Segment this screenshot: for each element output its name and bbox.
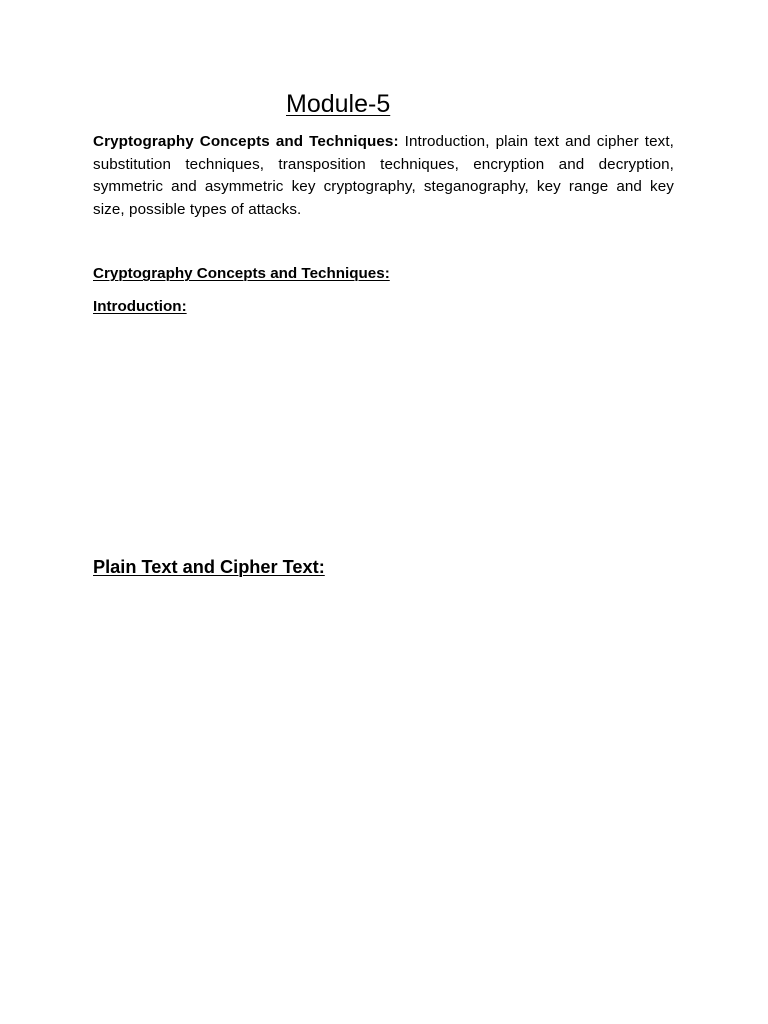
concepts-heading: Cryptography Concepts and Techniques: [93,265,390,282]
introduction-heading: Introduction: [93,298,187,315]
syllabus-paragraph [93,131,674,221]
module-title: Module-5 [286,90,391,118]
plain-cipher-heading: Plain Text and Cipher Text: [93,557,325,577]
syllabus-body: Introduction, plain text and cipher text, substitution techniques, transposition techniques, encryption and decryption, symmetric and asymmetric key cryptography, steganography, key range and key size, possible types of attacks. [93,133,674,218]
syllabus-lead: Cryptography Concepts and Techniques: [93,133,399,150]
